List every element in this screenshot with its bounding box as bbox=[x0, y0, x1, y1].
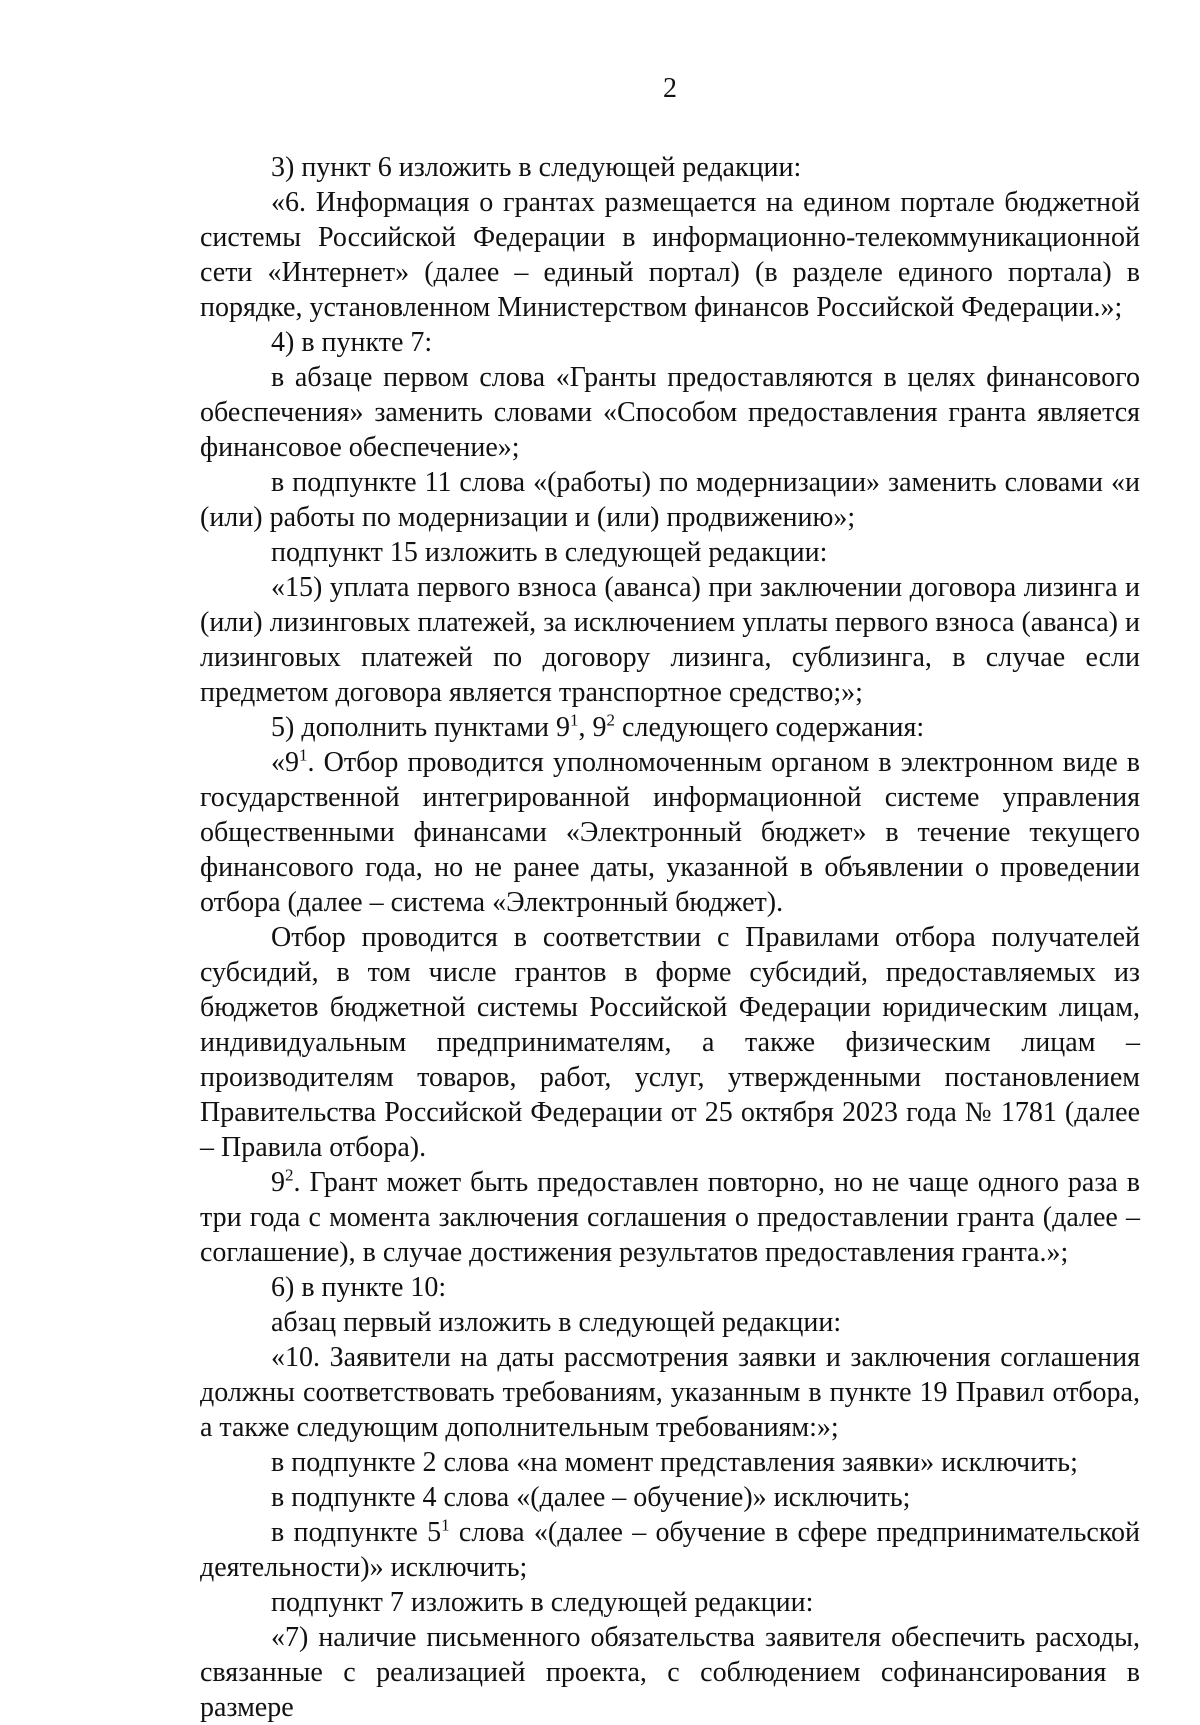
paragraph: «15) уплата первого взноса (аванса) при заключении договора лизинга и (или) лизинговых платежей, за исключением уплаты первого взноса (аванса) и лизинговых платежей по договору лизинга, сублизинга, в случае если предметом договора является транспортное средство;»; bbox=[200, 572, 1140, 708]
text-run: . Грант может быть предоставлен повторно, но не чаще одного раза в три года с момента заключения соглашения о предоставлении гранта (далее – соглашение), в случае достижения результатов предоставления гранта.»; bbox=[200, 1167, 1140, 1268]
superscript: 1 bbox=[570, 710, 579, 730]
paragraph bbox=[200, 710, 1140, 745]
text-run: «9 bbox=[271, 747, 299, 778]
text-run: следующего содержания: bbox=[615, 712, 925, 743]
paragraph bbox=[200, 745, 1140, 920]
paragraph: 4) в пункте 7: bbox=[271, 327, 433, 358]
paragraph: «10. Заявители на даты рассмотрения заявки и заключения соглашения должны соответствовать требованиям, указанным в пункте 19 Правил отбора, а также следующим дополнительным требованиям:»; bbox=[200, 1342, 1140, 1443]
superscript: 2 bbox=[285, 1165, 294, 1185]
text-run: 5) дополнить пунктами 9 bbox=[271, 712, 571, 743]
text-run: . Отбор проводится уполномоченным органом в электронном виде в государственной интегрированной информационной системе управления общественными финансами «Электронный бюджет» в течение текущего финансового года, но не ранее даты, указанной в объявлении о проведении отбора (далее – система «Электронный бюджет). bbox=[200, 747, 1140, 918]
paragraph: подпункт 15 изложить в следующей редакции: bbox=[271, 537, 828, 568]
paragraph: Отбор проводится в соответствии с Правилами отбора получателей субсидий, в том числе грантов в форме субсидий, предоставляемых из бюджетов бюджетной системы Российской Федерации юридическим лицам, индивидуальным предпринимателям, а также физическим лицам – производителям товаров, работ, услуг, утвержденными постановлением Правительства Российской Федерации от 25 октября 2023 года № 1781 (далее – Правила отбора). bbox=[200, 922, 1140, 1163]
paragraph: в подпункте 11 слова «(работы) по модернизации» заменить словами «и (или) работы по модернизации и (или) продвижению»; bbox=[200, 467, 1140, 533]
paragraph: «7) наличие письменного обязательства заявителя обеспечить расходы, связанные с реализацией проекта, с соблюдением софинансирования в размере bbox=[200, 1622, 1140, 1723]
text-run: 9 bbox=[271, 1167, 285, 1198]
text-run: , 9 bbox=[578, 712, 607, 743]
paragraph: в абзаце первом слова «Гранты предоставляются в целях финансового обеспечения» заменить словами «Способом предоставления гранта является финансовое обеспечение»; bbox=[200, 362, 1140, 463]
document-body bbox=[200, 150, 1140, 1725]
paragraph: в подпункте 2 слова «на момент представления заявки» исключить; bbox=[271, 1447, 1078, 1478]
paragraph: подпункт 7 изложить в следующей редакции: bbox=[271, 1587, 814, 1618]
page-number: 2 bbox=[663, 73, 677, 104]
text-run: слова «(далее – обучение в сфере предпринимательской деятельности)» исключить; bbox=[200, 1517, 1140, 1583]
paragraph: в подпункте 4 слова «(далее – обучение)» исключить; bbox=[271, 1482, 911, 1513]
paragraph bbox=[200, 1165, 1140, 1270]
paragraph: абзац первый изложить в следующей редакции: bbox=[271, 1307, 842, 1338]
paragraph: «6. Информация о грантах размещается на едином портале бюджетной системы Российской Федерации в информационно-телекоммуникационной сети «Интернет» (далее – единый портал) (в разделе единого портала) в порядке, установленном Министерством финансов Российской Федерации.»; bbox=[200, 187, 1140, 323]
superscript: 2 bbox=[606, 710, 616, 730]
superscript: 1 bbox=[441, 1515, 450, 1535]
paragraph: 6) в пункте 10: bbox=[271, 1272, 447, 1303]
text-run: в подпункте 5 bbox=[271, 1517, 442, 1548]
superscript: 1 bbox=[299, 745, 308, 765]
paragraph: 3) пункт 6 изложить в следующей редакции: bbox=[271, 152, 802, 183]
paragraph bbox=[200, 1515, 1140, 1585]
